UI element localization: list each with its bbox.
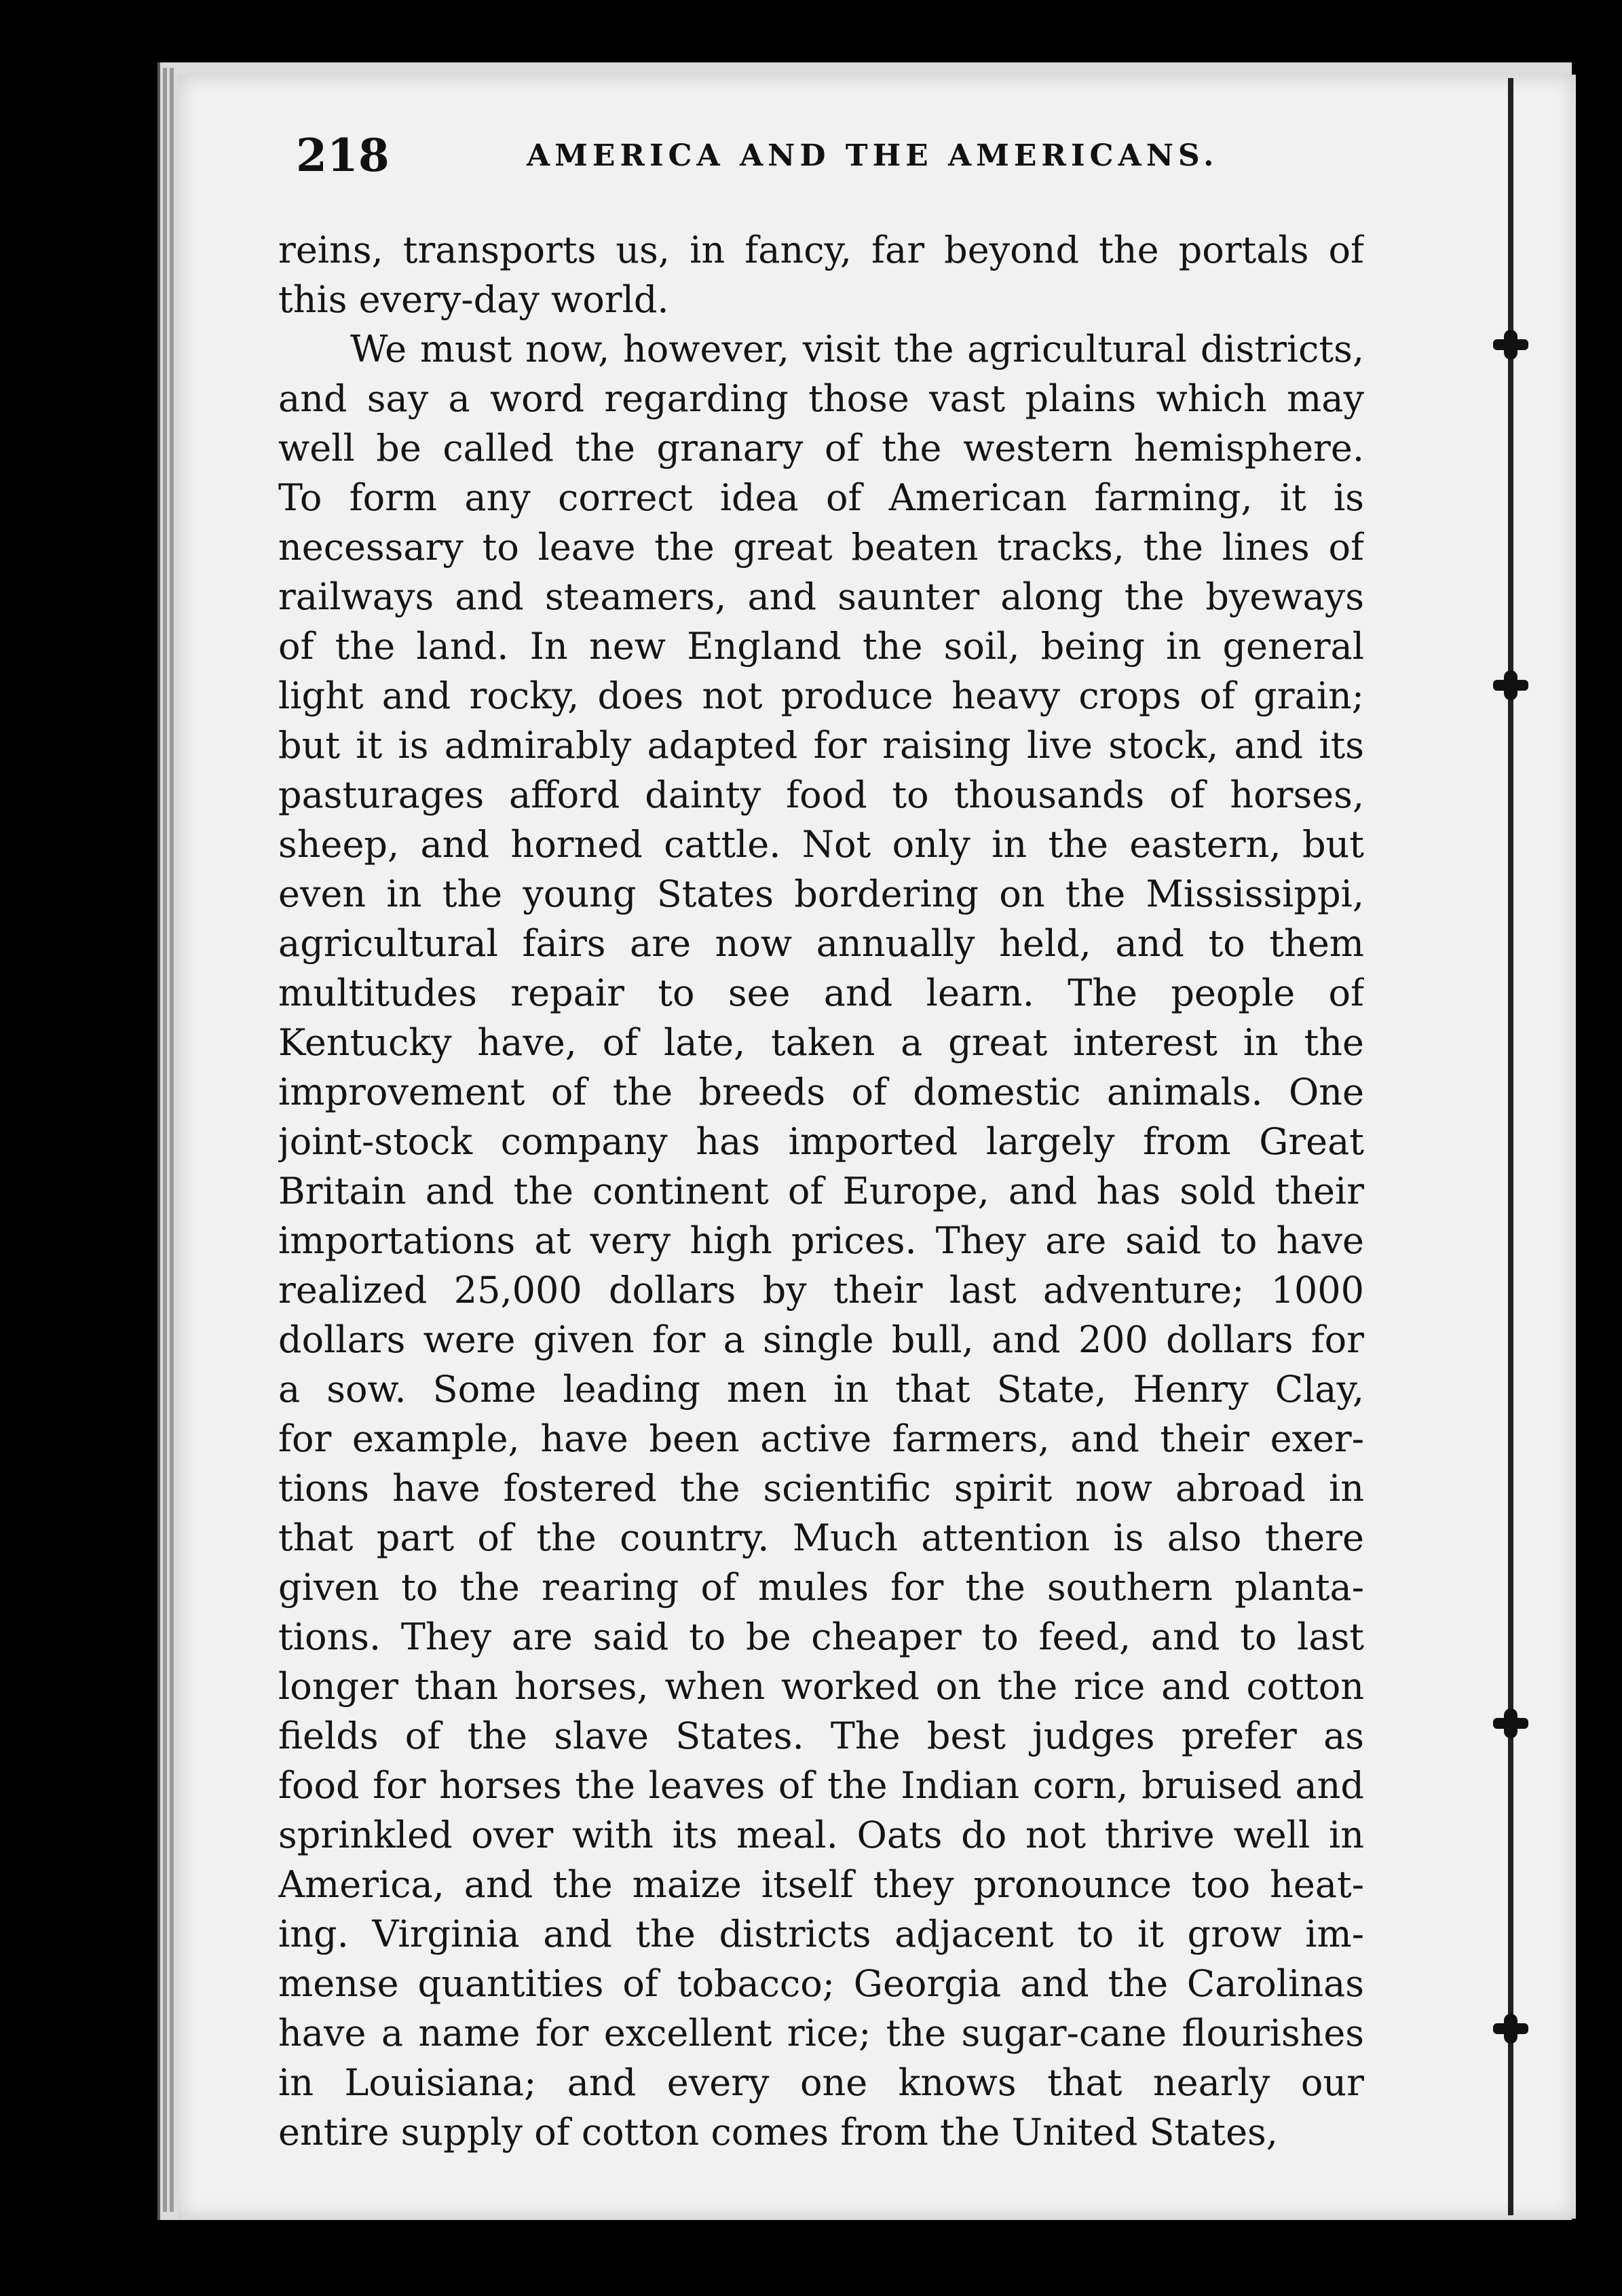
- body-text: [278, 225, 1364, 2157]
- running-title: AMERICA AND THE AMERICANS.: [527, 138, 1219, 173]
- text-line: realized 25,000 dollars by their last adventure; 1000: [278, 1269, 1364, 1312]
- text-line: We must now, however, visit the agricultural districts,: [350, 328, 1364, 370]
- text-line: sprinkled over with its meal. Oats do not thrive well in: [278, 1814, 1364, 1856]
- text-line: well be called the granary of the western hemisphere.: [278, 427, 1364, 470]
- text-line: America, and the maize itself they pronounce too heat-: [278, 1863, 1364, 1906]
- text-line: fields of the slave States. The best judges prefer as: [278, 1715, 1364, 1757]
- text-line: importations at very high prices. They are said to have: [278, 1219, 1364, 1262]
- text-line: in Louisiana; and every one knows that nearly our: [278, 2061, 1364, 2104]
- text-line: have a name for excellent rice; the sugar-cane flourishes: [278, 2012, 1364, 2054]
- text-line: ing. Virginia and the districts adjacent to it grow im-: [278, 1913, 1364, 1955]
- text-line: Britain and the continent of Europe, and has sold their: [278, 1170, 1364, 1212]
- binding-thread: [1493, 339, 1528, 350]
- running-head: [296, 129, 1355, 190]
- text-line: tions. They are said to be cheaper to feed, and to last: [278, 1615, 1364, 1658]
- text-line: given to the rearing of mules for the southern planta-: [278, 1566, 1364, 1609]
- text-line: light and rocky, does not produce heavy crops of grain;: [278, 674, 1364, 717]
- text-line: entire supply of cotton comes from the United States,: [278, 2111, 1278, 2154]
- binding-thread: [1493, 2023, 1528, 2034]
- text-line: pasturages afford dainty food to thousands of horses,: [278, 773, 1364, 816]
- text-line: mense quantities of tobacco; Georgia and the Carolinas: [278, 1962, 1364, 2005]
- text-line: even in the young States bordering on the Mississippi,: [278, 873, 1364, 915]
- text-line: this every-day world.: [278, 278, 669, 321]
- text-line: but it is admirably adapted for raising live stock, and its: [278, 724, 1364, 767]
- text-line: of the land. In new England the soil, being in general: [278, 625, 1364, 668]
- text-line: for example, have been active farmers, and their exer-: [278, 1417, 1364, 1460]
- binding-thread: [1493, 680, 1528, 691]
- text-line: Kentucky have, of late, taken a great interest in the: [278, 1021, 1364, 1064]
- binding-thread: [1493, 1718, 1528, 1729]
- text-line: and say a word regarding those vast plains which may: [278, 377, 1364, 420]
- text-line: dollars were given for a single bull, and 200 dollars for: [278, 1318, 1364, 1361]
- text-line: tions have fostered the scientific spirit now abroad in: [278, 1467, 1364, 1510]
- text-line: improvement of the breeds of domestic animals. One: [278, 1071, 1364, 1113]
- text-line: multitudes repair to see and learn. The people of: [278, 972, 1364, 1014]
- binding-spine: [1508, 78, 1513, 2215]
- text-line: necessary to leave the great beaten tracks, the lines of: [278, 526, 1364, 569]
- text-line: longer than horses, when worked on the rice and cotton: [278, 1665, 1364, 1708]
- page-edge: [170, 68, 174, 2212]
- text-line: sheep, and horned cattle. Not only in the eastern, but: [278, 823, 1364, 866]
- page-edge: [163, 68, 167, 2212]
- text-line: joint-stock company has imported largely from Great: [278, 1120, 1364, 1163]
- text-line: To form any correct idea of American farming, it is: [278, 476, 1364, 519]
- page-number: 218: [296, 129, 390, 182]
- text-line: a sow. Some leading men in that State, Henry Clay,: [278, 1368, 1364, 1411]
- text-line: food for horses the leaves of the Indian corn, bruised and: [278, 1764, 1364, 1807]
- text-line: railways and steamers, and saunter along the byeways: [278, 575, 1364, 618]
- text-line: reins, transports us, in fancy, far beyond the portals of: [278, 229, 1364, 271]
- text-line: agricultural fairs are now annually held, and to them: [278, 922, 1364, 965]
- text-line: that part of the country. Much attention is also there: [278, 1516, 1364, 1559]
